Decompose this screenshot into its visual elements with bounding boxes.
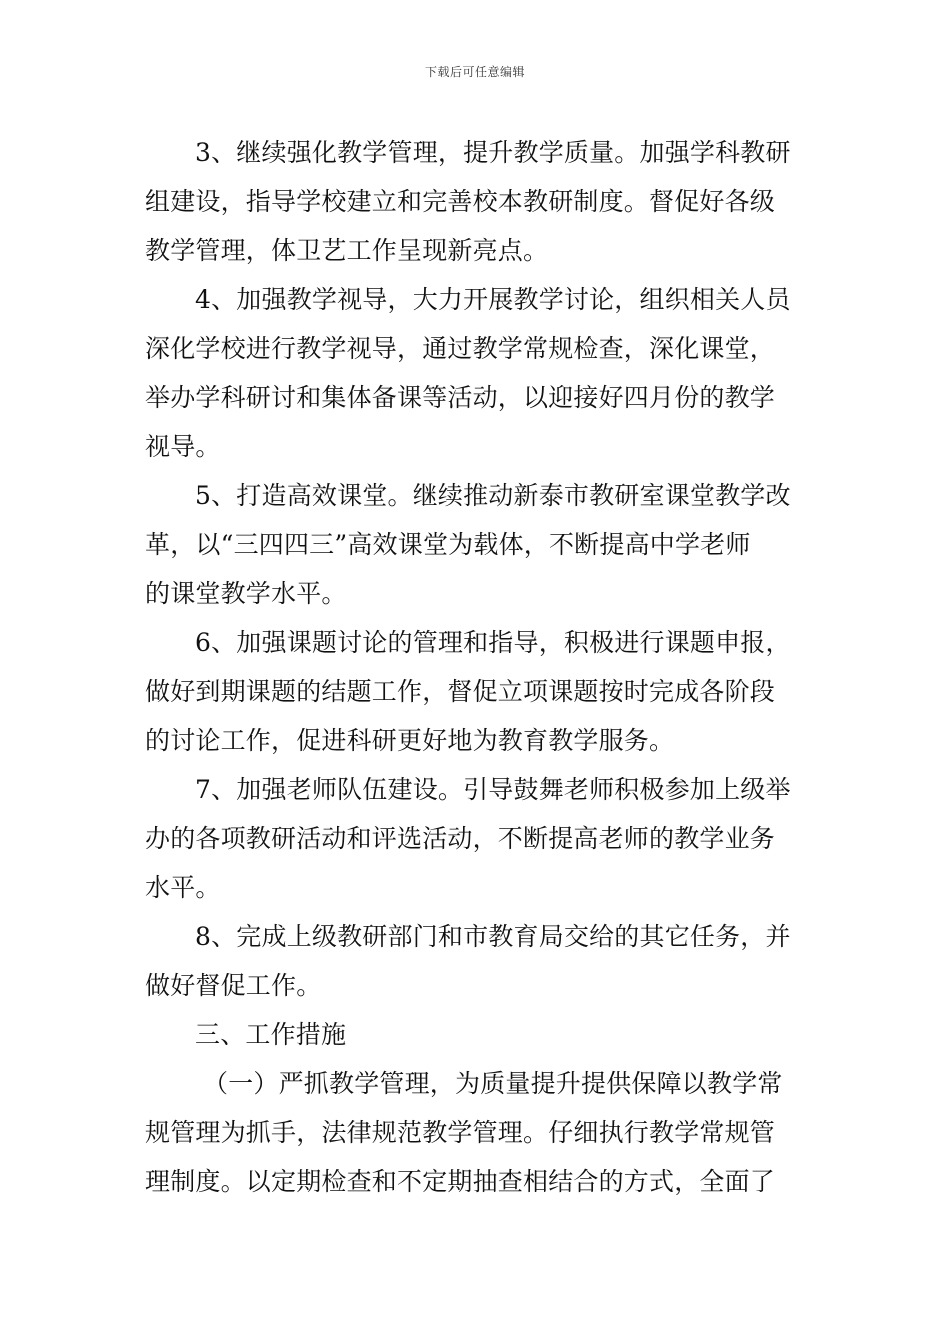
paragraph-line: 理制度。以定期检查和不定期抽查相结合的方式，全面了 [145,1167,776,1196]
paragraph-line: 规管理为抓手，法律规范教学管理。仔细执行教学常规管 [145,1118,776,1147]
paragraph-item-6 [145,618,807,765]
paragraph-line: 革，以“三四四三”高效课堂为载体，不断提高中学老师 [145,530,751,559]
paragraph-item-7 [145,765,807,912]
paragraph-line: 水平。 [145,873,221,902]
section-heading-text: 三、工作措施 [195,1020,347,1049]
paragraph-item-8 [145,912,807,1010]
paragraph-line: （一）严抓教学管理，为质量提升提供保障以教学常 [203,1069,783,1098]
paragraph-item-4 [145,275,807,471]
paragraph-line: 深化学校进行教学视导，通过教学常规检查，深化课堂， [145,334,776,363]
paragraph-line: 6、加强课题讨论的管理和指导，积极进行课题申报， [195,628,791,657]
section-heading [145,1010,807,1059]
paragraph-line: 4、加强教学视导，大力开展教学讨论，组织相关人员 [195,285,791,314]
paragraph-line: 视导。 [145,432,221,461]
paragraph-line: 8、完成上级教研部门和市教育局交给的其它任务，并 [195,922,791,951]
paragraph-line: 举办学科研讨和集体备课等活动，以迎接好四月份的教学 [145,383,776,412]
paragraph-line: 5、打造高效课堂。继续推动新泰市教研室课堂教学改 [195,481,791,510]
paragraph-line: 的课堂教学水平。 [145,579,347,608]
document-body [145,128,807,1206]
paragraph-line: 教学管理，体卫艺工作呈现新亮点。 [145,236,549,265]
paragraph-item-3 [145,128,807,275]
paragraph-line: 做好到期课题的结题工作，督促立项课题按时完成各阶段 [145,677,776,706]
paragraph-measure-1 [145,1059,807,1206]
paragraph-line: 3、继续强化教学管理，提升教学质量。加强学科教研 [195,138,791,167]
paragraph-item-5 [145,471,807,618]
paragraph-line: 办的各项教研活动和评选活动，不断提高老师的教学业务 [145,824,776,853]
paragraph-line: 的讨论工作，促进科研更好地为教育教学服务。 [145,726,675,755]
paragraph-line: 7、加强老师队伍建设。引导鼓舞老师积极参加上级举 [195,775,791,804]
paragraph-line: 组建设，指导学校建立和完善校本教研制度。督促好各级 [145,187,776,216]
paragraph-line: 做好督促工作。 [145,971,322,1000]
page-header: 下载后可任意编辑 [424,65,525,79]
